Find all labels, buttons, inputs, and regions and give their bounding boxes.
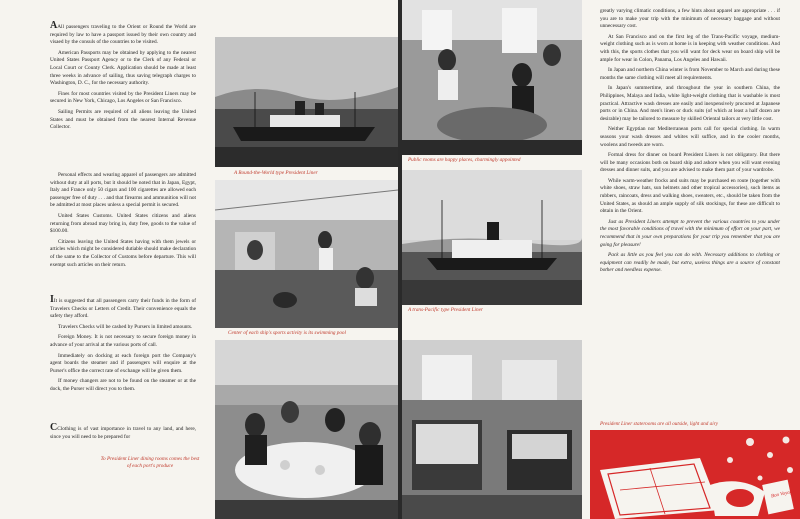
para-sailing-permits: Sailing Permits are required of all aliens leaving the United States and must be obtained from the nearest Internal Revenue Collector.	[50, 108, 196, 131]
left-text-col-low	[50, 296, 196, 397]
photo-dining-room	[215, 340, 398, 519]
para-egyptian-ports: Neither Egyptian nor Mediterranean ports call for special clothing. In warm seasons your wash dresses and whites will suffice, and in the cooler months, woolens and tweeds are worn.	[600, 126, 780, 148]
caption-dining: To President Liner dining rooms comes the best of each port's produce	[100, 456, 200, 469]
left-text-col-top	[50, 22, 196, 135]
para-warm-weather: While warm-weather frocks and suits may be purchased en route (together with white shoes, straw hats, sun helmets and other tropical accessories), such items as rubbers, raincoats, dress and walking shoes, sweaters, etc., should be taken from the United States, as should an ample supply of silk stockings, for these are difficult to obtain in the Orient.	[600, 177, 780, 215]
para-us-customs: United States Customs. United States citizens and aliens returning from abroad may bring in, duty free, goods to the value of $100.00.	[50, 212, 196, 235]
para-pleasure: Just as President Liners attempt to prevent the various countries to you under the most favorable conditions of travel with the minimum of effort on your part, we recommend that in your own preparations for your trip you remember that you are going for pleasure!	[600, 218, 780, 248]
para-formal-dress: Formal dress for dinner on board President Liners is not obligatory. But there will be many occasions both on board ship and ashore when you will want evening dresses and dinner suits, and you are advised to make them part of your wardrobe.	[600, 152, 780, 174]
photo-transpacific-liner	[402, 170, 582, 305]
para-summertime: In Japan's summertime, and throughout the year in southern China, the Philippines, Malaya and India, white light-weight clothing that is washable is most practical. Attractive wash dresses are easily and inexpensively procured at Japanese ports or in China. And men's linen or duck suits (of which at least a half dozen are desirable) may be tailored to measure by skilled Oriental tailors at very little cost.	[600, 85, 780, 122]
para-travelers-checks: IIt is suggested that all passengers carry their funds in the form of Travelers Checks or Letters of Credit. Their convenience equals the safety they afford.	[50, 294, 196, 320]
para-pursers: Travelers Checks will be cashed by Pursers in limited amounts.	[58, 323, 193, 330]
caption-pool: Center of each ship's sports activity is its swimming pool	[228, 330, 346, 336]
photo-round-world-liner	[215, 37, 398, 167]
right-text-column	[600, 8, 780, 278]
para-money-changers: If money changers are not to be found on the steamer or at the dock, the Purser will direct you to them.	[50, 378, 196, 392]
para-pack-little: Pack as little as you feel you can do with. Necessary additions to clothing or equipment can readily be made, but extra, useless things are a source of constant bother and needless expense.	[600, 252, 780, 274]
left-text-col-mid	[50, 172, 196, 272]
left-text-col-end	[50, 424, 196, 444]
caption-public-rooms: Public rooms are happy places, charmingly appointed	[408, 157, 521, 163]
right-page	[402, 0, 800, 519]
para-visas: Fines for most countries visited by the President Liners may be secured in New York, Chicago, Los Angeles or San Francisco.	[50, 90, 196, 105]
photo-public-rooms	[402, 0, 582, 155]
left-page	[0, 0, 398, 519]
para-passports: AAll passengers traveling to the Orient or Round the World are required by law to have a passport issued by their own country and visaed by the consuls of the countries to be visited.	[50, 20, 196, 46]
para-apparel: greatly varying climatic conditions, a few hints about apparel are appropriate . . . if you are to make your trip with the minimum of necessary baggage and without unnecessary cost.	[600, 8, 780, 30]
para-san-francisco: At San Francisco and on the first leg of the Trans-Pacific voyage, medium-weight clothing such as is worn at home is in keeping with weather conditions. And with this, the sports clothes that you will want for deck wear on board ship will be ample for wear in Colon, Panama, Los Angeles and Hawaii.	[600, 33, 780, 63]
photo-stateroom	[402, 340, 582, 519]
luggage-illustration	[590, 430, 800, 519]
para-foreign-money: Foreign Money. It is not necessary to secure foreign money in advance of your arrival at the various ports of call.	[50, 334, 196, 348]
luggage-tag-text: Bon Voyage	[770, 489, 796, 500]
caption-staterooms: President Liner staterooms are all outside, light and airy	[600, 421, 719, 427]
caption-ship1: A Round-the-World type President Liner	[234, 170, 318, 176]
para-citizens-leaving: Citizens leaving the United States having with them jewels or articles which might be considered dutiable should make declaration of the same to the Collector of Customs before departure. This will exempt such articles on their return.	[50, 238, 196, 268]
para-clothing: CClothing is of vast importance in travel to any land, and here, since you will need to be prepared for	[50, 422, 196, 440]
para-personal-effects: Personal effects and wearing apparel of passengers are admitted without duty at all ports, but it should be noted that in Japan, Egypt, Italy and France only 50 cigars and 100 cigarettes are allowed each passenger free of duty . . . and that firearms and ammunition will not be admitted at most places unless a special permit is secured.	[50, 172, 196, 209]
caption-ship2: A trans-Pacific type President Liner	[408, 307, 483, 313]
photo-swimming-pool	[215, 180, 398, 328]
italic-advice	[600, 219, 780, 275]
para-japan-winter: In Japan and northern China winter is from November to March and during these months the same clothing will meet all requirements.	[600, 67, 780, 81]
para-docking: Immediately on docking at each foreign port the Company's agent boards the steamer and if passengers will enquire at the Purser's office the correct rate of exchange will be given them.	[50, 352, 196, 374]
para-american-passports: American Passports may be obtained by applying to the nearest United States Passport Agency or to the Clerk of any Federal or Local Court or County Clerk. Application should be made at least three weeks in advance of sailing, thus saving telegraph charges to Washington, D. C., for the necessary authority.	[50, 49, 196, 87]
